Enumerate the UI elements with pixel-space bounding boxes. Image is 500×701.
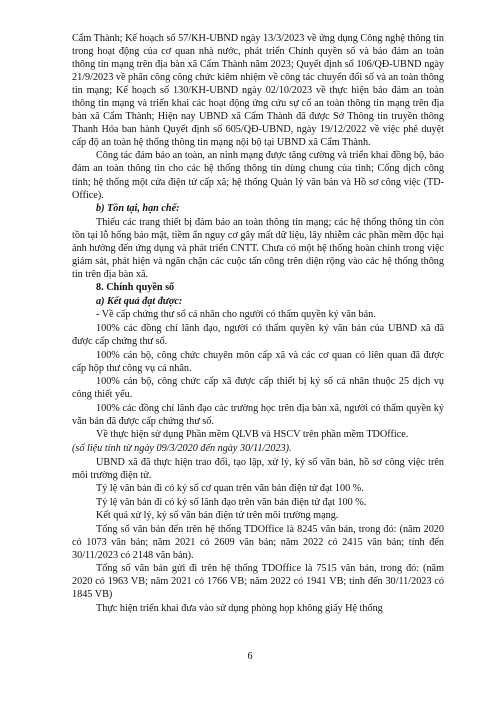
paragraph: 100% cán bộ, công chức chuyên môn cấp xã và các cơ quan có liên quan đã được cấp hộp thư công vụ cá nhân. (72, 349, 444, 374)
paragraph: Tỷ lệ văn bản đi có ký số cơ quan trên văn bản điện tử đạt 100 %. (96, 483, 364, 495)
paragraph: 100% các đồng chí lãnh đạo, người có thẩm quyền ký văn bản của UBND xã đã được cấp chứng thư số. (72, 323, 444, 348)
paragraph: (số liệu tính từ ngày 09/3/2020 đến ngày 30/11/2023). (72, 442, 292, 454)
paragraph: Kết quả xử lý, ký số văn bản điện tử trên môi trường mạng. (96, 510, 339, 522)
paragraph: Thiếu các trang thiết bị đảm bảo an toàn thông tin mạng; các hệ thống thông tin còn tồn tại lỗ hổng bảo mật, tiềm ẩn nguy cơ gây mất dữ liệu, lây nhiễm các phần mềm độc hại ảnh hưởng đến ứng dụng và phát triển CNTT. Chưa có một hệ thống hoàn chỉnh trong việc giám sát, phát hiện và ngăn chặn các cuộc tấn công trên diện rộng vào các hệ thống thông tin trên địa bàn xã. (72, 216, 444, 280)
paragraph: 100% cán bộ, công chức cấp xã được cấp thiết bị ký số cá nhân thuộc 25 dịch vụ công thiết yếu. (72, 376, 444, 401)
paragraph: UBND xã đã thực hiện trao đổi, tạo lập, xử lý, ký số văn bản, hồ sơ công việc trên môi trường điện tử. (72, 456, 444, 481)
paragraph: 8. Chính quyền số (96, 282, 175, 294)
paragraph: b) Tồn tại, hạn chế: (96, 203, 180, 215)
paragraph: Cẩm Thành; Kế hoạch số 57/KH-UBND ngày 13/3/2023 về ứng dụng Công nghệ thông tin trong hoạt động của cơ quan nhà nước, phát triển Chính quyền số và bảo đảm an toàn thông tin mạng trên địa bàn xã Cẩm Thành năm 2023; Quyết định số 106/QĐ-UBND ngày 21/9/2023 về phân công công chức kiêm nhiệm về công tác chuyển đổi số và an toàn thông tin mạng; Kế hoạch số 130/KH-UBND ngày 02/10/2023 về thực hiện bảo đảm an toàn thông tin mạng và triển khai các hoạt động ứng cứu sự cố an toàn thông tin mạng trên địa bàn xã Cẩm Thành; Hiện nay UBND xã Cẩm Thành đã được Sở Thông tin truyền thông Thanh Hóa ban hành Quyết định số 605/QĐ-UBND, ngày 19/12/2022 về việc phê duyệt cấp độ an toàn hệ thống thông tin mạng nội bộ tại UBND xã Cẩm Thành. (72, 32, 444, 148)
paragraph: - Về cấp chứng thư số cá nhân cho người có thẩm quyền ký văn bản. (96, 309, 376, 321)
paragraph: Tổng số văn bản đến trên hệ thống TDOffice là 8245 văn bản, trong đó: (năm 2020 có 1073 văn bản; năm 2021 có 2609 văn bản; năm 2022 có 2415 văn bản; tính đến 30/11/2023 có 2148 văn bản). (72, 523, 444, 561)
paragraph: a) Kết quả đạt được: (96, 295, 183, 307)
paragraph: Tổng số văn bản gửi đi trên hệ thống TDOffice là 7515 văn bản, trong đó: (năm 2020 có 1963 VB; năm 2021 có 1766 VB; năm 2022 có 1941 VB; tính đến 30/11/2023 có 1845 VB) (72, 563, 444, 601)
page-number: 6 (247, 651, 253, 662)
paragraph: Tỷ lệ văn bản đi có ký số lãnh đạo trên văn bản điện tử đạt 100 %. (96, 496, 367, 508)
paragraph: Thực hiện triển khai đưa vào sử dụng phòng họp không giấy Hệ thống (96, 603, 383, 615)
document-body (72, 31, 444, 615)
paragraph: Về thực hiện sử dụng Phần mềm QLVB và HSCV trên phần mềm TDOffice. (96, 429, 409, 441)
paragraph: 100% các đồng chí lãnh đạo các trường học trên địa bàn xã, người có thẩm quyền ký văn bản đã được cấp chứng thư số. (72, 402, 444, 427)
paragraph: Công tác đảm bảo an toàn, an ninh mạng được tăng cường và triển khai đồng bộ, bảo đảm an toàn thông tin cho các hệ thống thông tin dùng chung của tỉnh; Cổng dịch công tỉnh; hệ thống một cửa điện tử cấp xã; hệ thống Quản lý văn bản và Hồ sơ công việc (TD-Office). (72, 150, 444, 201)
